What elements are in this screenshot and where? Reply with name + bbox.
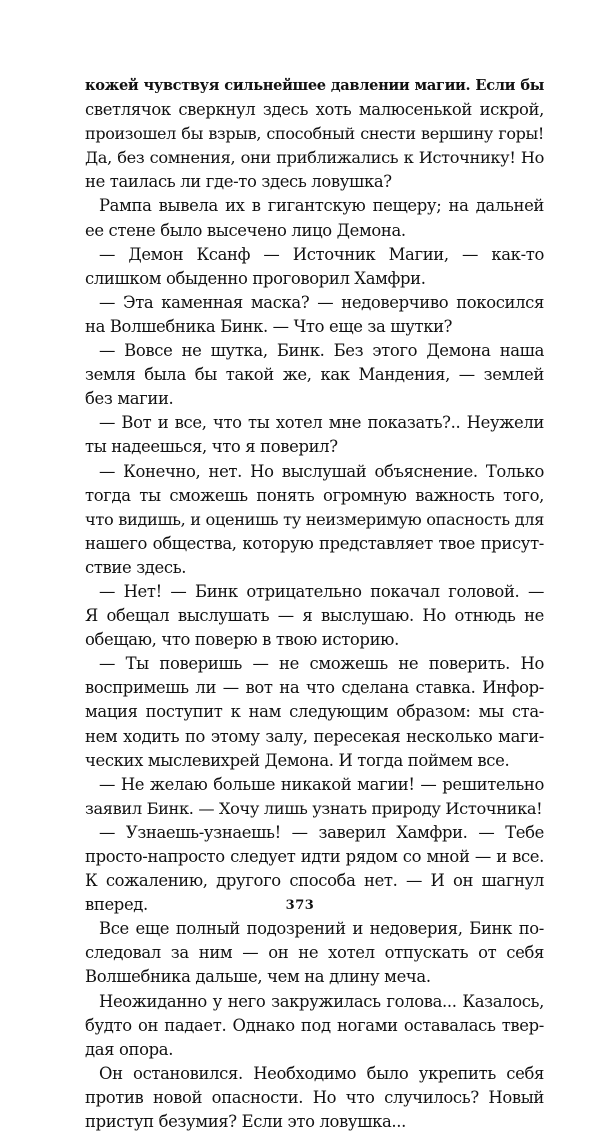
- text-line: ствие здесь.: [85, 557, 187, 577]
- text-line: кожей чувствуя сильнейшее давлении магии. Если бы: [85, 77, 544, 94]
- text-line: тогда ты сможешь понять огромную важность того,: [85, 485, 544, 505]
- text-line: мация поступит к нам следующим образом: мы ста-: [85, 702, 544, 722]
- text-line: следовал за ним — он не хотел отпускать от себя: [85, 943, 544, 963]
- text-line: — Демон Ксанф — Источник Магии, — как-то: [99, 244, 544, 264]
- text-line: — Вовсе не шутка, Бинк. Без этого Демона наша: [99, 341, 544, 361]
- text-line: воспримешь ли — вот на что сделана ставка. Инфор-: [85, 678, 544, 698]
- text-line: — Ты поверишь — не сможешь не поверить. Но: [99, 654, 544, 674]
- text-line: будто он падает. Однако под ногами оставалась твер-: [85, 1015, 544, 1035]
- text-line: обещаю, что поверю в твою историю.: [85, 630, 399, 650]
- text-line: дая опора.: [85, 1039, 174, 1059]
- text-line: Неожиданно у него закружилась голова... Казалось,: [99, 991, 544, 1011]
- page-number: 373: [285, 898, 315, 913]
- text-line: без магии.: [85, 389, 174, 409]
- text-line: ческих мыслевихрей Демона. И тогда поймем все.: [85, 750, 510, 770]
- text-line: нем ходить по этому залу, пересекая несколько маги-: [85, 726, 544, 746]
- text-line: — Узнаешь-узнаешь! — заверил Хамфри. — Тебе: [99, 822, 544, 842]
- text-line: К сожалению, другого способа нет. — И он шагнул: [85, 871, 544, 891]
- text-line: Он остановился. Необходимо было укрепить себя: [99, 1063, 544, 1083]
- text-line: заявил Бинк. — Хочу лишь узнать природу Источника!: [85, 798, 543, 818]
- text-line: — Вот и все, что ты хотел мне показать?.. Неужели: [99, 413, 544, 433]
- text-line: на Волшебника Бинк. — Что еще за шутки?: [85, 316, 453, 336]
- text-line: светлячок сверкнул здесь хоть малюсенькой искрой,: [85, 100, 544, 120]
- text-line: нашего общества, которую представляет твое присут-: [85, 533, 544, 553]
- text-line: земля была бы такой же, как Мандения, — землей: [85, 365, 544, 385]
- text-line: приступ безумия? Если это ловушка...: [85, 1112, 406, 1132]
- text-line: против новой опасности. Но что случилось? Новый: [85, 1087, 544, 1107]
- text-line: Да, без сомнения, они приближались к Источнику! Но: [85, 148, 544, 168]
- page-text: [85, 74, 544, 1134]
- text-line: ее стене было высечено лицо Демона.: [85, 220, 406, 240]
- text-line: ты надеешься, что я поверил?: [85, 437, 338, 457]
- text-line: — Эта каменная маска? — недоверчиво покосился: [99, 292, 544, 312]
- text-line: что видишь, и оценишь ту неизмеримую опасность для: [85, 509, 544, 529]
- text-line: — Нет! — Бинк отрицательно покачал головой. —: [99, 581, 544, 601]
- text-line: не таилась ли где-то здесь ловушка?: [85, 172, 392, 192]
- text-line: вперед.: [85, 895, 148, 915]
- text-line: Волшебника дальше, чем на длину меча.: [85, 967, 431, 987]
- text-line: — Конечно, нет. Но выслушай объяснение. Только: [99, 461, 544, 481]
- text-line: — Не желаю больше никакой магии! — решительно: [99, 774, 544, 794]
- text-line: Я обещал выслушать — я выслушаю. Но отнюдь не: [85, 606, 544, 626]
- text-line: слишком обыденно проговорил Хамфри.: [85, 268, 426, 288]
- text-line: Все еще полный подозрений и недоверия, Бинк по-: [99, 919, 544, 939]
- text-line: Рампа вывела их в гигантскую пещеру; на дальней: [99, 196, 544, 216]
- text-line: произошел бы взрыв, способный снести вершину горы!: [85, 124, 544, 144]
- text-line: просто-напросто следует идти рядом со мной — и все.: [85, 847, 544, 866]
